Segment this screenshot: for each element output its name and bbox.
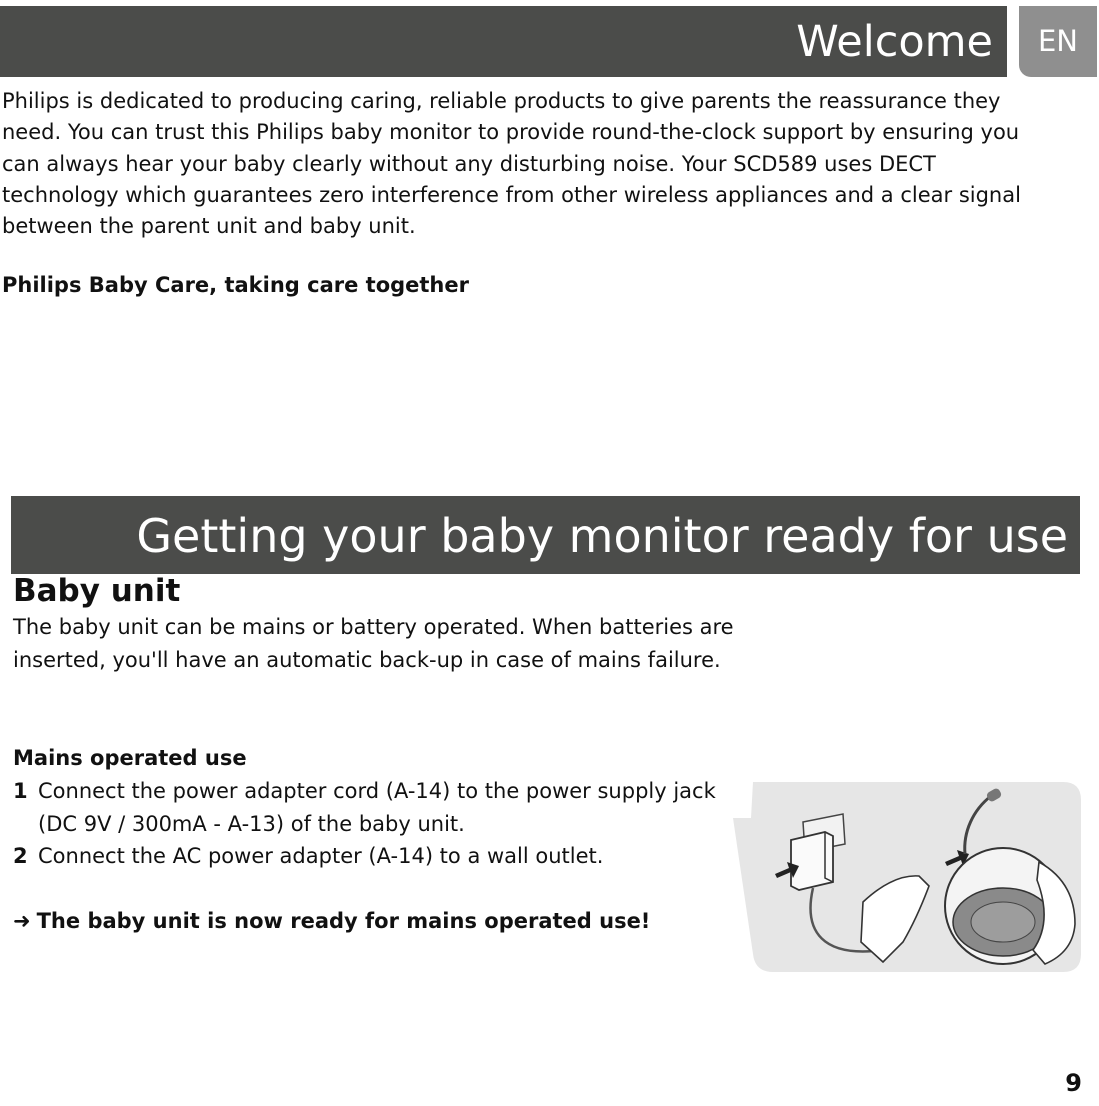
- steps-list: [13, 775, 733, 873]
- tagline: Philips Baby Care, taking care together: [2, 273, 469, 297]
- result-statement: [13, 905, 650, 937]
- page-number: 9: [1065, 1069, 1082, 1097]
- intro-paragraph: Philips is dedicated to producing caring, reliable products to give parents the reassurance they need. You can trust this Philips baby monitor to provide round-the-clock support by ensuring you can always hear your baby clearly without any disturbing noise. Your SCD589 uses DECT technology which guarantees zero interference from other wireless appliances and a clear signal between the parent unit and baby unit.: [2, 89, 1021, 239]
- mains-operated-heading: Mains operated use: [13, 746, 247, 770]
- step-number: 2: [13, 844, 28, 868]
- section-header-bar: [11, 496, 1080, 574]
- language-tab: EN: [1019, 6, 1097, 77]
- baby-unit-description: The baby unit can be mains or battery operated. When batteries are inserted, you'll have an automatic back-up in case of mains failure.: [13, 615, 734, 672]
- step-item: [13, 840, 733, 873]
- result-text: The baby unit is now ready for mains operated use!: [36, 909, 651, 933]
- step-text: Connect the AC power adapter (A-14) to a wall outlet.: [38, 844, 604, 868]
- arrow-right-icon: ➜: [13, 909, 31, 933]
- baby-unit-heading: Baby unit: [13, 573, 181, 609]
- step-item: [13, 775, 733, 840]
- step-text: Connect the power adapter cord (A-14) to the power supply jack (DC 9V / 300mA - A-13) of the baby unit.: [38, 779, 716, 836]
- welcome-header-bar: [0, 6, 1007, 77]
- page-title: Welcome: [796, 17, 993, 67]
- section-title: Getting your baby monitor ready for use: [136, 509, 1068, 563]
- step-number: 1: [13, 779, 28, 803]
- baby-unit-power-connection-illustration: [733, 782, 1083, 974]
